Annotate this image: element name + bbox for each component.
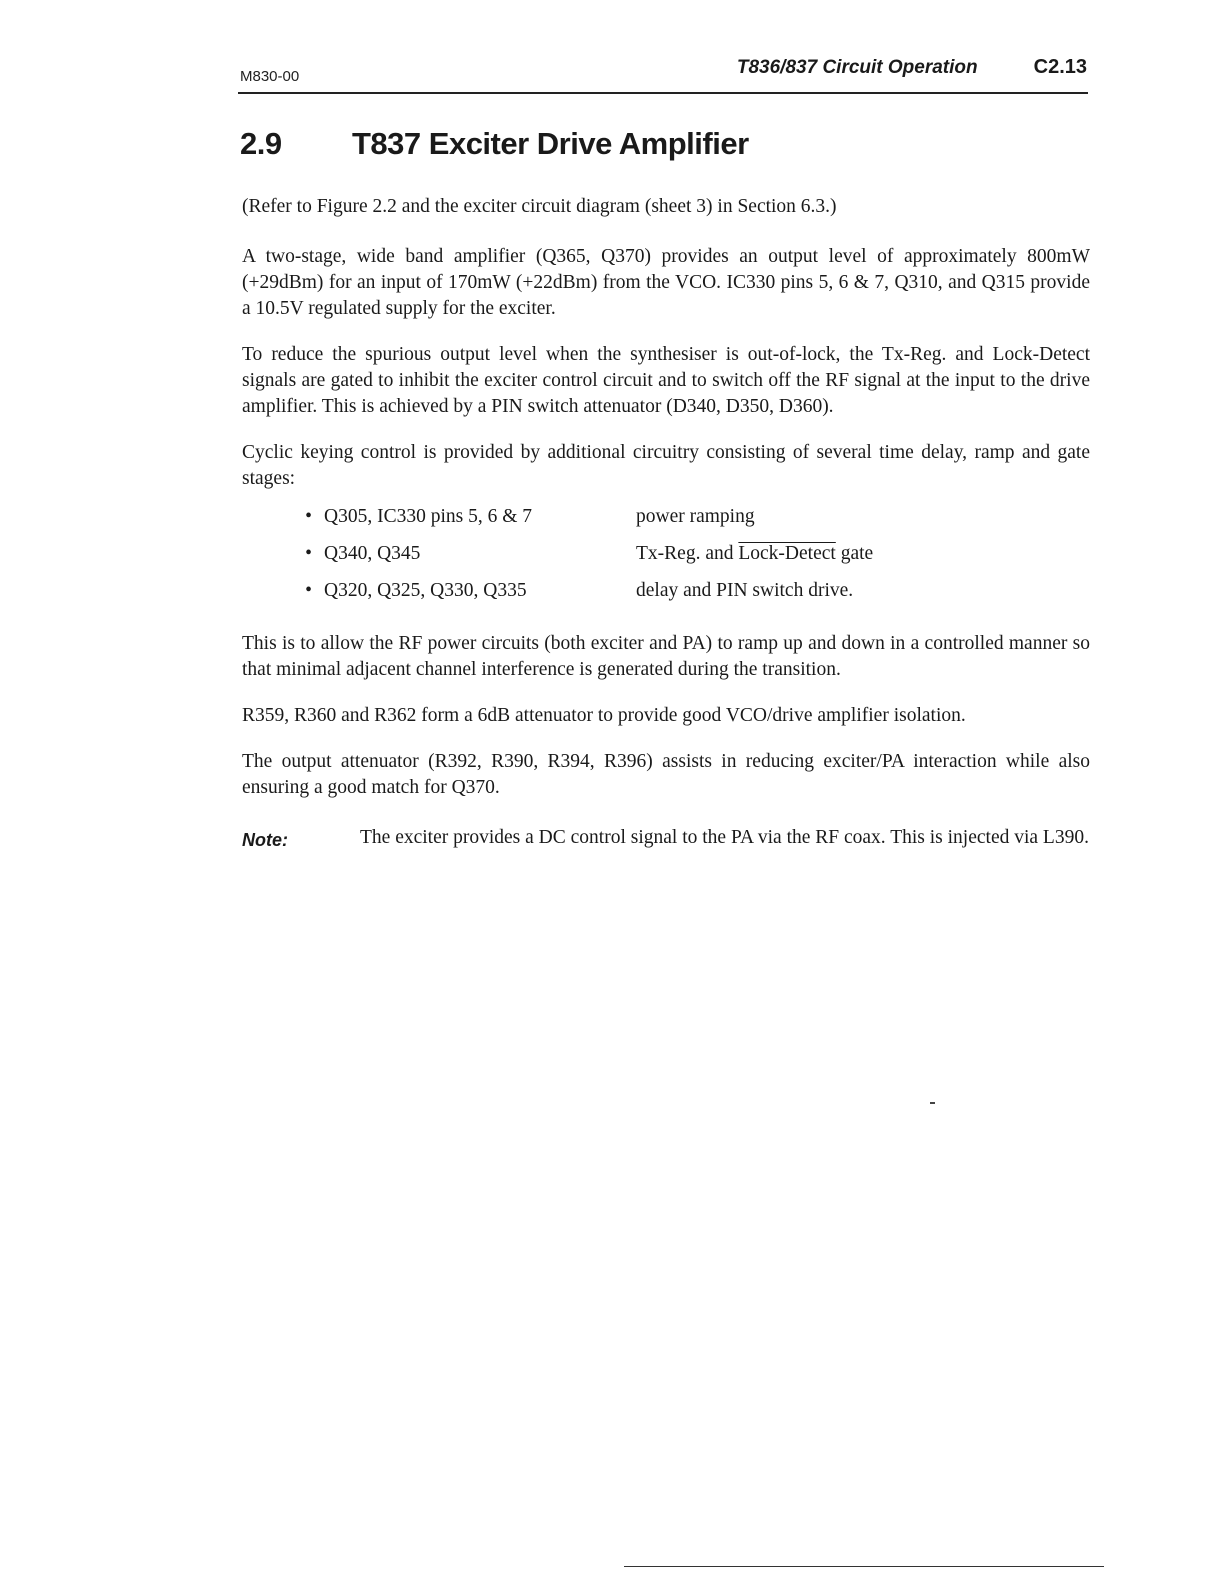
- note-text: The exciter provides a DC control signal to the PA via the RF coax. This is injected via L390.: [360, 827, 1089, 848]
- list-item-components: Q320, Q325, Q330, Q335: [324, 579, 527, 601]
- section-running-title: T836/837 Circuit Operation: [736, 57, 978, 78]
- note-label: Note:: [242, 830, 288, 850]
- footer-rule: [624, 1566, 1104, 1567]
- header-rule: [238, 92, 1088, 94]
- page-number: C2.13: [1033, 56, 1087, 78]
- bullet-glyph: •: [305, 505, 312, 527]
- section-heading: [240, 126, 749, 162]
- list-item: [242, 498, 1090, 535]
- paragraph-output-attenuator: The output attenuator (R392, R390, R394, R396) assists in reducing exciter/PA interaction while also ensuring a good match for Q370.: [242, 751, 1090, 798]
- note-block: [242, 825, 1090, 853]
- stage-list: [242, 498, 1090, 609]
- document-code: M830-00: [240, 68, 300, 85]
- bullet-glyph: •: [305, 579, 312, 601]
- list-item-description: Tx-Reg. and Lock-Detect gate: [636, 542, 874, 564]
- list-item-components: Q305, IC330 pins 5, 6 & 7: [324, 505, 533, 527]
- reference-paragraph: (Refer to Figure 2.2 and the exciter circuit diagram (sheet 3) in Section 6.3.): [242, 196, 837, 217]
- paragraph-ramping: This is to allow the RF power circuits (both exciter and PA) to ramp up and down in a controlled manner so that minimal adjacent channel interference is generated during the transition.: [242, 633, 1090, 680]
- paragraph-amplifier: A two-stage, wide band amplifier (Q365, Q370) provides an output level of approximately 800mW (+29dBm) for an input of 170mW (+22dBm) from the VCO. IC330 pins 5, 6 & 7, Q310, and Q315 provide a 10.5V regulated supply for the exciter.: [242, 246, 1090, 319]
- section-number: 2.9: [240, 126, 282, 161]
- list-item: [242, 572, 1090, 609]
- paragraph-cyclic-keying: Cyclic keying control is provided by additional circuitry consisting of several time delay, ramp and gate stages:: [242, 442, 1090, 489]
- list-item-description: delay and PIN switch drive.: [636, 579, 854, 601]
- lock-detect-overlined: Lock-Detect: [738, 542, 836, 564]
- scan-speck: [930, 1102, 935, 1104]
- list-item-components: Q340, Q345: [324, 542, 421, 564]
- list-item: [242, 535, 1090, 572]
- section-title: T837 Exciter Drive Amplifier: [352, 126, 749, 161]
- body-content: [242, 194, 1090, 853]
- bullet-glyph: •: [305, 542, 312, 564]
- list-item-description: power ramping: [636, 505, 755, 527]
- paragraph-attenuator: R359, R360 and R362 form a 6dB attenuator to provide good VCO/drive amplifier isolation.: [242, 705, 966, 726]
- running-header: [737, 56, 1087, 79]
- paragraph-spurious: To reduce the spurious output level when the synthesiser is out-of-lock, the Tx-Reg. and Lock-Detect signals are gated to inhibit the exciter control circuit and to switch off the RF signal at the input to the drive amplifier. This is achieved by a PIN switch attenuator (D340, D350, D360).: [242, 344, 1090, 417]
